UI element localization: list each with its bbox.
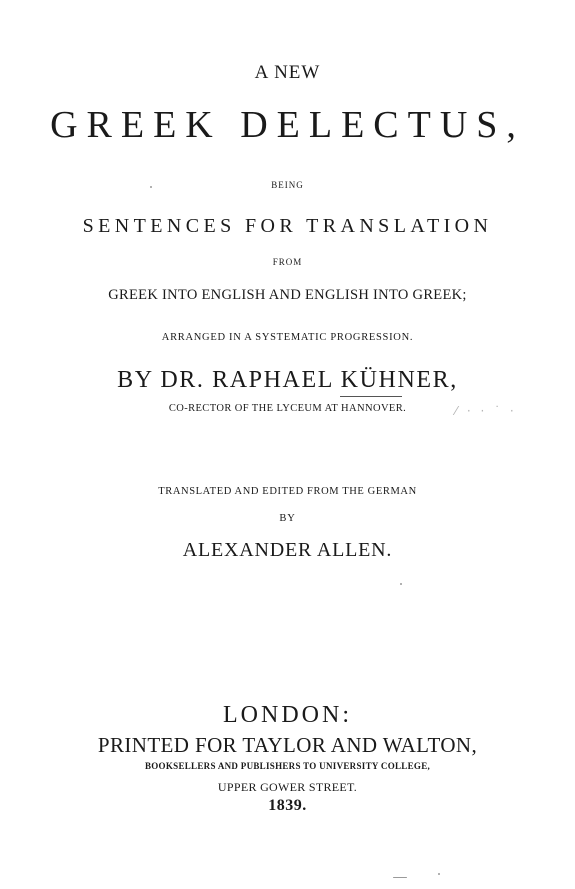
imprint-city: LONDON: — [223, 702, 352, 728]
main-title: GREEK DELECTUS, — [50, 104, 525, 146]
from-text: FROM — [272, 257, 303, 267]
arranged-line: ARRANGED IN A SYSTEMATIC PROGRESSION. — [161, 332, 414, 343]
imprint-printer: PRINTED FOR TAYLOR AND WALTON, — [97, 733, 478, 757]
margin-pencil-mark: ⁄ · · ˙ · — [455, 404, 517, 418]
translator-line: ALEXANDER ALLEN. — [182, 539, 393, 561]
subtitle: SENTENCES FOR TRANSLATION — [82, 215, 493, 237]
imprint-address: UPPER GOWER STREET. — [217, 780, 358, 794]
paper-speck — [438, 873, 440, 875]
author-line: BY DR. RAPHAEL KÜHNER, — [117, 367, 458, 393]
translated-line: TRANSLATED AND EDITED FROM THE GERMAN — [158, 486, 417, 497]
by-line: BY — [279, 513, 296, 524]
paper-speck — [150, 186, 152, 188]
paper-speck — [400, 583, 402, 585]
imprint-year: 1839. — [268, 797, 307, 814]
author-underline-mark — [340, 396, 402, 397]
paper-speck — [393, 877, 407, 878]
languages-line: GREEK INTO ENGLISH AND ENGLISH INTO GREEK; — [108, 287, 467, 303]
title-prefix: A NEW — [254, 62, 321, 83]
author-title-line: CO-RECTOR OF THE LYCEUM AT HANNOVER. — [168, 403, 407, 414]
imprint-booksellers: BOOKSELLERS AND PUBLISHERS TO UNIVERSITY COLLEGE, — [144, 761, 431, 771]
being-text: BEING — [271, 180, 304, 190]
